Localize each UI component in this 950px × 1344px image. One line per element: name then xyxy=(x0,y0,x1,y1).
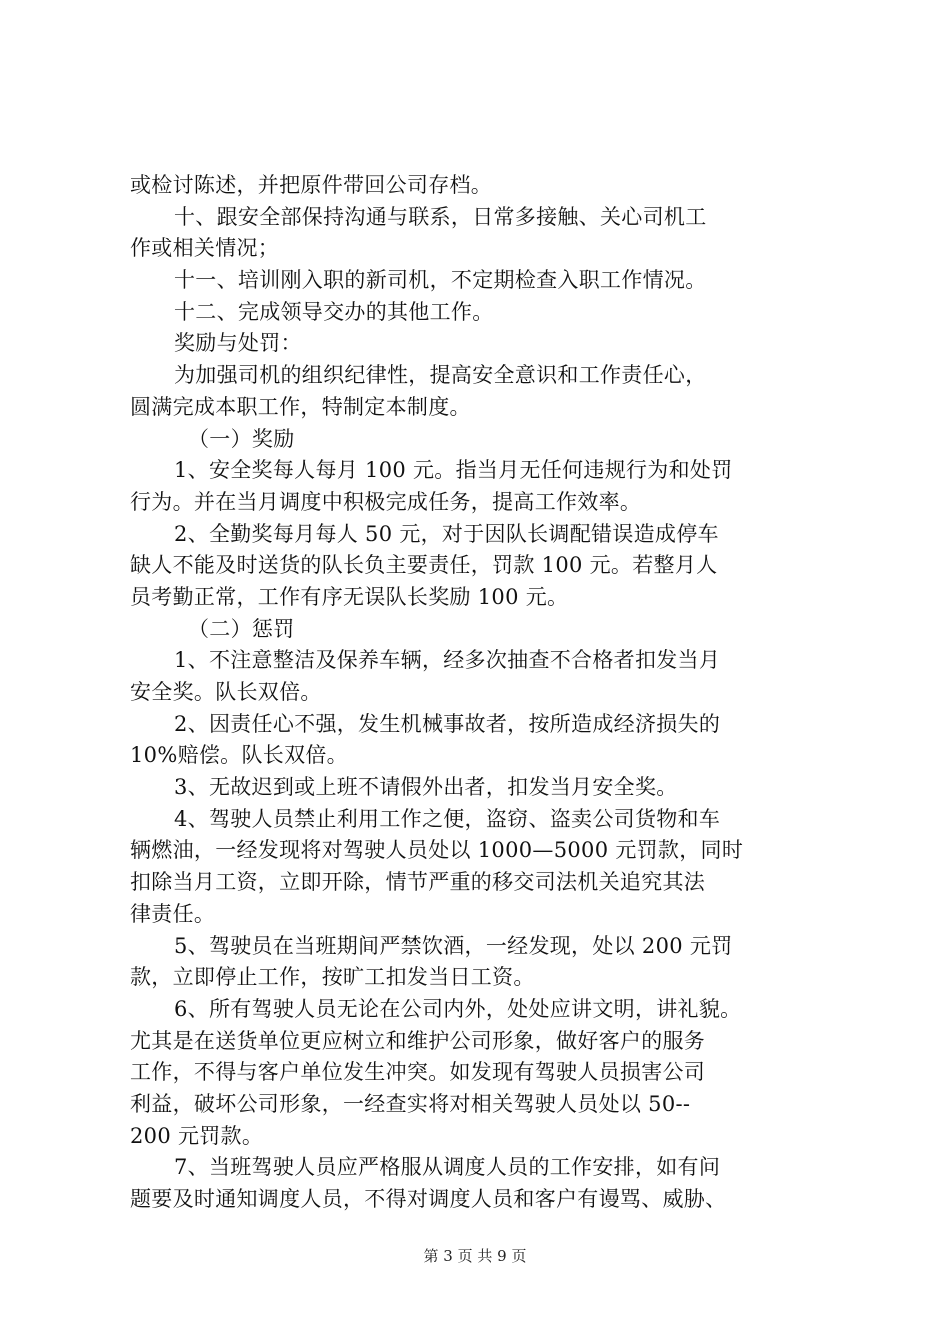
document-line: 2、全勤奖每月每人 50 元，对于因队长调配错误造成停车 xyxy=(174,521,719,546)
document-line: 题要及时通知调度人员，不得对调度人员和客户有谩骂、威胁、 xyxy=(130,1187,727,1211)
document-line: 6、所有驾驶人员无论在公司内外，处处应讲文明，讲礼貌。 xyxy=(174,996,742,1021)
page-footer: 第 3 页 共 9 页 xyxy=(423,1247,527,1265)
document-line: 辆燃油，一经发现将对驾驶人员处以 1000—5000 元罚款，同时 xyxy=(130,838,744,863)
document-line: 律责任。 xyxy=(130,901,216,926)
document-line: 圆满完成本职工作，特制定本制度。 xyxy=(130,394,471,419)
document-line: （二）惩罚 xyxy=(188,616,295,641)
document-line: 安全奖。队长双倍。 xyxy=(130,680,322,704)
document-line: （一）奖励 xyxy=(188,426,295,451)
document-line: 员考勤正常，工作有序无误队长奖励 100 元。 xyxy=(130,584,569,609)
document-line: 十一、培训刚入职的新司机，不定期检查入职工作情况。 xyxy=(174,268,707,293)
document-line: 3、无故迟到或上班不请假外出者，扣发当月安全奖。 xyxy=(174,775,678,800)
document-line: 十二、完成领导交办的其他工作。 xyxy=(174,299,494,324)
document-line: 2、因责任心不强，发生机械事故者，按所造成经济损失的 xyxy=(174,711,721,736)
document-line: 十、跟安全部保持沟通与联系，日常多接触、关心司机工 xyxy=(174,204,707,229)
document-line: 5、驾驶员在当班期间严禁饮酒，一经发现，处以 200 元罚 xyxy=(174,933,733,958)
document-line: 4、驾驶人员禁止利用工作之便，盗窃、盗卖公司货物和车 xyxy=(174,806,721,831)
document-line: 缺人不能及时送货的队长负主要责任，罚款 100 元。若整月人 xyxy=(130,553,718,578)
document-body xyxy=(130,170,850,1216)
document-line: 奖励与处罚： xyxy=(174,331,302,356)
document-line: 工作，不得与客户单位发生冲突。如发现有驾驶人员损害公司 xyxy=(130,1060,706,1085)
document-line: 行为。并在当月调度中积极完成任务，提高工作效率。 xyxy=(130,489,642,514)
document-line: 1、安全奖每人每月 100 元。指当月无任何违规行为和处罚 xyxy=(174,458,733,483)
document-line: 为加强司机的组织纪律性，提高安全意识和工作责任心， xyxy=(174,363,707,388)
document-line: 作或相关情况； xyxy=(130,236,280,261)
document-line: 款，立即停止工作，按旷工扣发当日工资。 xyxy=(130,965,535,990)
document-line: 利益，破坏公司形象，一经查实将对相关驾驶人员处以 50-- xyxy=(130,1091,691,1116)
document-line: 10%赔偿。队长双倍。 xyxy=(130,743,348,768)
document-line: 7、当班驾驶人员应严格服从调度人员的工作安排，如有问 xyxy=(174,1155,721,1180)
document-line: 1、不注意整洁及保养车辆，经多次抽查不合格者扣发当月 xyxy=(174,648,721,673)
document-line: 扣除当月工资，立即开除，情节严重的移交司法机关追究其法 xyxy=(130,870,706,895)
document-line: 或检讨陈述，并把原件带回公司存档。 xyxy=(130,173,493,197)
document-line: 尤其是在送货单位更应树立和维护公司形象，做好客户的服务 xyxy=(130,1028,706,1053)
document-line: 200 元罚款。 xyxy=(130,1123,264,1148)
